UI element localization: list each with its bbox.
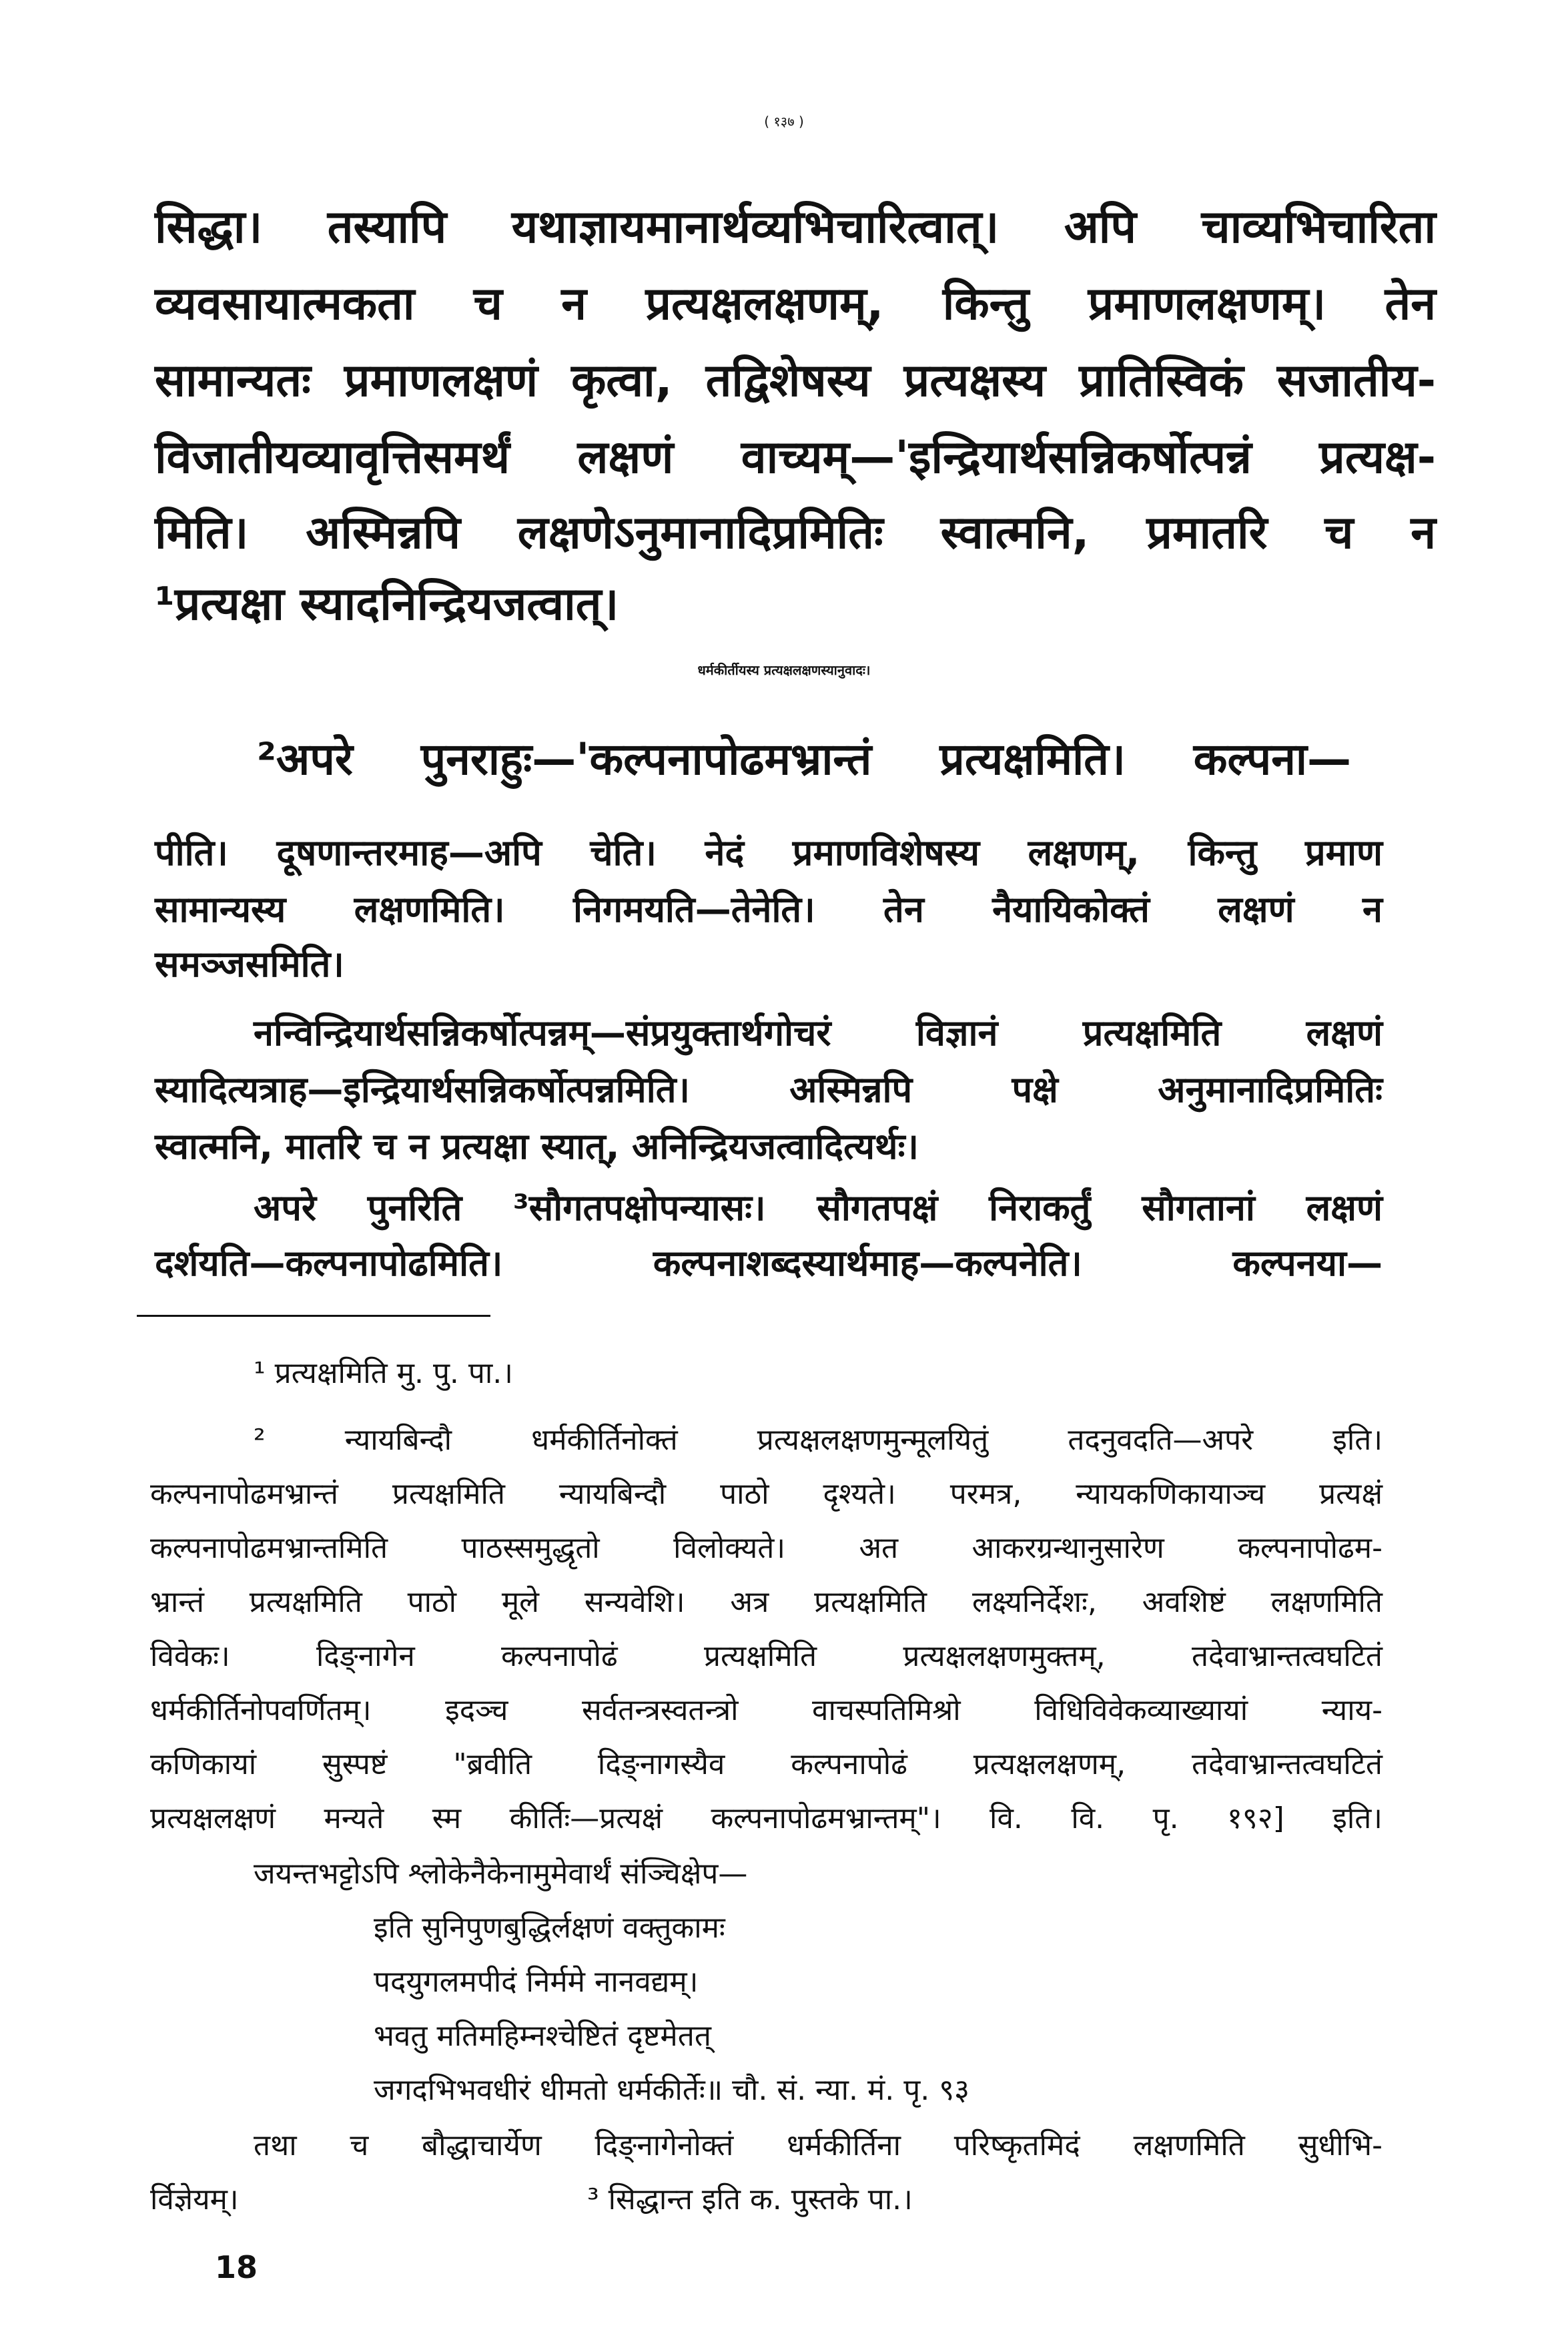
commentary-line: समञ्जसमिति। [155, 943, 344, 985]
footnote-2-line: कल्पनापोढमभ्रान्तं प्रत्यक्षमिति न्यायबिन्दौ पाठो दृश्यते। परमत्र, न्यायकणिकायाञ्च प्रत्यक्षं [150, 1477, 1383, 1511]
footnote-2-line: कल्पनापोढमभ्रान्तमिति पाठस्समुद्धृतो विलोक्यते। अत आकरग्रन्थानुसारेण कल्पनापोढम- [150, 1531, 1383, 1565]
commentary-line: नन्विन्द्रियार्थसन्निकर्षोत्पन्नम्—संप्रयुक्तार्थगोचरं विज्ञानं प्रत्यक्षमिति लक्षणं [254, 1012, 1383, 1054]
footnote-2-line: भ्रान्तं प्रत्यक्षमिति पाठो मूले सन्यवेशि। अत्र प्रत्यक्षमिति लक्ष्यनिर्देशः, अवशिष्टं लक्षणमिति [150, 1585, 1383, 1619]
main-text-line: सिद्धा। तस्यापि यथाज्ञायमानार्थव्यभिचारित्वात्। अपि चाव्यभिचारिता [155, 201, 1436, 254]
footnote-2-line: विवेकः। दिङ्नागेन कल्पनापोढं प्रत्यक्षमिति प्रत्यक्षलक्षणमुक्तम्, तदेवाभ्रान्तत्वघटितं [150, 1639, 1383, 1673]
commentary-line: दर्शयति—कल्पनापोढमिति। कल्पनाशब्दस्यार्थमाह—कल्पनेति। कल्पनया— [155, 1242, 1383, 1284]
sutra-line: ²अपरे पुनराहुः—'कल्पनापोढमभ्रान्तं प्रत्यक्षमिति। कल्पना— [257, 734, 1351, 785]
commentary-line: पीति। दूषणान्तरमाह—अपि चेति। नेदं प्रमाणविशेषस्य लक्षणम्, किन्तु प्रमाण [155, 832, 1383, 874]
verse-line: इति सुनिपुणबुद्धिर्लक्षणं वक्तुकामः [374, 1911, 725, 1945]
footnote-2-line: धर्मकीर्तिनोपवर्णितम्। इदञ्च सर्वतन्त्रस्वतन्त्रो वाचस्पतिमिश्रो विधिविवेकव्याख्यायां न्याय- [150, 1693, 1383, 1727]
footnote-closing-line: तथा च बौद्धाचार्येण दिङ्नागेनोक्तं धर्मकीर्तिना परिष्कृतमिदं लक्षणमिति सुधीभि- [254, 2128, 1383, 2162]
footnote-2-line: ² न्यायबिन्दौ धर्मकीर्तिनोक्तं प्रत्यक्षलक्षणमुन्मूलयितुं तदनुवदति—अपरे इति। [254, 1423, 1383, 1457]
main-text-line: विजातीयव्यावृत्तिसमर्थं लक्षणं वाच्यम्—'इन्द्रियार्थसन्निकर्षोत्पन्नं प्रत्यक्ष- [155, 431, 1436, 484]
page-signature: 18 [215, 2249, 258, 2285]
footnote-3: ³ सिद्धान्त इति क. पुस्तके पा.। [587, 2182, 913, 2217]
footnote-last-line: र्विज्ञेयम्। [150, 2182, 239, 2217]
footnote-1: ¹ प्रत्यक्षमिति मु. पु. पा.। [254, 1356, 513, 1390]
section-heading: धर्मकीर्तीयस्य प्रत्यक्षलक्षणस्यानुवादः। [697, 662, 871, 678]
commentary-line: स्वात्मनि, मातरि च न प्रत्यक्षा स्यात्, अनिन्द्रियजत्वादित्यर्थः। [155, 1125, 919, 1167]
verse-line: भवतु मतिमहिम्नश्चेष्टितं दृष्टमेतत् [374, 2019, 711, 2053]
commentary-line: अपरे पुनरिति ³सौगतपक्षोपन्यासः। सौगतपक्षं निराकर्तुं सौगतानां लक्षणं [254, 1187, 1383, 1229]
main-text-line: मिति। अस्मिन्नपि लक्षणेऽनुमानादिप्रमितिः स्वात्मनि, प्रमातरि च न [155, 507, 1437, 559]
footnote-2-line: प्रत्यक्षलक्षणं मन्यते स्म कीर्तिः—प्रत्यक्षं कल्पनापोढमभ्रान्तम्"। वि. वि. पृ. १९२] इति। [150, 1801, 1383, 1835]
verse-intro: जयन्तभट्टोऽपि श्लोकेनैकेनामुमेवार्थं संञ्चिक्षेप— [254, 1857, 748, 1891]
main-text-line: सामान्यतः प्रमाणलक्षणं कृत्वा, तद्विशेषस्य प्रत्यक्षस्य प्रातिस्विकं सजातीय- [155, 354, 1436, 407]
page-number-header: ( १३७ ) [764, 113, 804, 129]
footnote-2-line: कणिकायां सुस्पष्टं "ब्रवीति दिङ्नागस्यैव कल्पनापोढं प्रत्यक्षलक्षणम्, तदेवाभ्रान्तत्वघटितं [150, 1747, 1383, 1781]
main-text-line: ¹प्रत्यक्षा स्यादनिन्द्रियजत्वात्। [155, 578, 619, 631]
commentary-line: सामान्यस्य लक्षणमिति। निगमयति—तेनेति। तेन नैयायिकोक्तं लक्षणं न [155, 888, 1383, 930]
commentary-line: स्यादित्यत्राह—इन्द्रियार्थसन्निकर्षोत्पन्नमिति। अस्मिन्नपि पक्षे अनुमानादिप्रमितिः [155, 1069, 1383, 1111]
footnote-divider [137, 1315, 490, 1317]
verse-line: पदयुगलमपीदं निर्ममे नानवद्यम्। [374, 1965, 699, 1999]
verse-line: जगदभिभवधीरं धीमतो धर्मकीर्तेः॥ चौ. सं. न्या. मं. पृ. ९३ [374, 2073, 969, 2107]
main-text-line: व्यवसायात्मकता च न प्रत्यक्षलक्षणम्, किन्तु प्रमाणलक्षणम्। तेन [155, 278, 1436, 330]
